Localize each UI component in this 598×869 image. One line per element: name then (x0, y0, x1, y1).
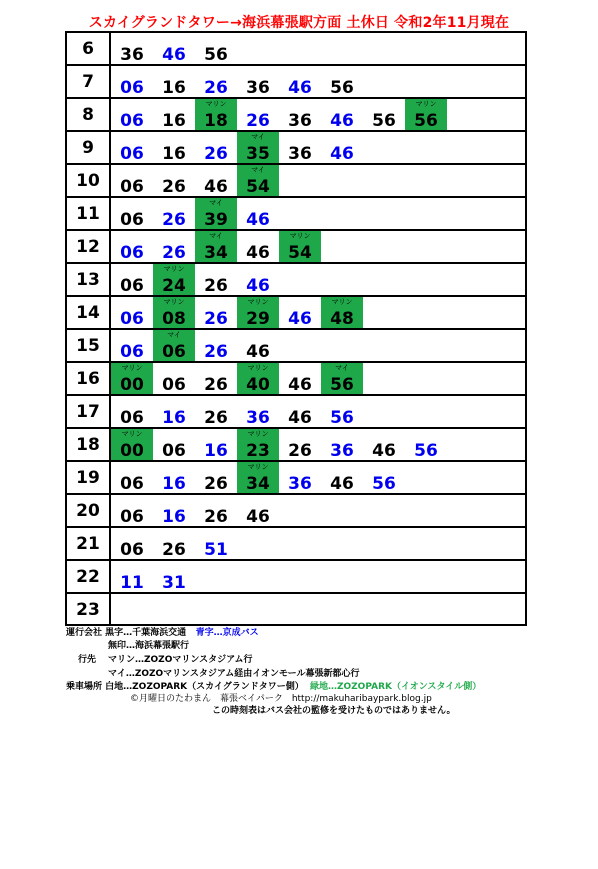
departure-minute: 06 (120, 408, 144, 428)
departure-minute: 26 (204, 507, 228, 527)
departure-minute: 06 (162, 375, 186, 395)
departure-cell (153, 99, 195, 130)
departure-cell (237, 396, 279, 427)
departure-minute: 06 (120, 342, 144, 362)
departure-cell (153, 132, 195, 163)
hour-label: 17 (67, 396, 111, 427)
hour-label: 6 (67, 33, 111, 64)
departure-minute: 11 (120, 573, 144, 593)
departure-minute: 31 (162, 573, 186, 593)
hour-label: 9 (67, 132, 111, 163)
departure-cell (237, 165, 279, 196)
hour-label: 16 (67, 363, 111, 394)
departure-minute: 26 (246, 111, 270, 131)
departure-cell (111, 462, 153, 493)
departure-cell (153, 198, 195, 229)
departure-minute: 36 (246, 408, 270, 428)
departure-minute: 26 (204, 144, 228, 164)
departure-cell (237, 132, 279, 163)
departure-minute: 16 (162, 111, 186, 131)
departure-cell (195, 198, 237, 229)
timetable-row (67, 99, 525, 132)
departure-cell (111, 396, 153, 427)
departure-cell (153, 264, 195, 295)
destination-tag: マイ (251, 133, 265, 141)
departure-cell (279, 297, 321, 328)
departure-cell (195, 363, 237, 394)
departure-cell (153, 495, 195, 526)
departure-minute: 29 (246, 309, 270, 329)
departure-cell (153, 462, 195, 493)
departure-minute: 56 (204, 45, 228, 65)
departure-minute: 06 (120, 507, 144, 527)
departure-minute: 46 (372, 441, 396, 461)
departure-cell (321, 429, 363, 460)
hour-label: 23 (67, 594, 111, 625)
destination-tag: マリン (121, 364, 143, 372)
departure-minute: 18 (204, 111, 228, 131)
departure-minute: 06 (120, 177, 144, 197)
departure-minute: 46 (330, 474, 354, 494)
footer-dest-unmarked: 無印…海浜幕張駅行 (108, 641, 190, 651)
destination-tag: マリン (331, 298, 353, 306)
departure-minute: 06 (120, 111, 144, 131)
departure-cell (111, 495, 153, 526)
departure-minute: 34 (204, 243, 228, 263)
departure-cell (321, 396, 363, 427)
departure-minute: 06 (120, 540, 144, 560)
departure-cell (195, 66, 237, 97)
hour-label: 21 (67, 528, 111, 559)
departure-cell (237, 363, 279, 394)
departure-minute: 26 (162, 540, 186, 560)
departure-minute: 46 (246, 210, 270, 230)
hour-label: 11 (67, 198, 111, 229)
departure-cell (237, 66, 279, 97)
destination-tag: マリン (121, 430, 143, 438)
destination-tag: マリン (247, 364, 269, 372)
timetable-row (67, 297, 525, 330)
departure-cell (195, 165, 237, 196)
destination-tag: マリン (247, 430, 269, 438)
departure-cell (153, 429, 195, 460)
departure-cell (153, 66, 195, 97)
departure-minute: 08 (162, 309, 186, 329)
departure-cell (111, 330, 153, 361)
departure-minute: 16 (162, 507, 186, 527)
departure-cell (237, 429, 279, 460)
departure-minute: 26 (204, 408, 228, 428)
departure-cell (111, 264, 153, 295)
departure-cell (153, 330, 195, 361)
footer-dest-marine: マリン…ZOZOマリンスタジアム行 (108, 655, 253, 665)
departure-minute: 46 (288, 78, 312, 98)
departure-cell (111, 132, 153, 163)
departure-cell (279, 66, 321, 97)
departure-minute: 26 (204, 342, 228, 362)
departure-minute: 46 (246, 342, 270, 362)
stop-label: 乗車場所 (66, 682, 103, 692)
departure-cell (111, 198, 153, 229)
departure-minute: 06 (162, 342, 186, 362)
timetable-row (67, 132, 525, 165)
hour-label: 13 (67, 264, 111, 295)
hour-label: 15 (67, 330, 111, 361)
departure-minute: 26 (162, 177, 186, 197)
departure-minute: 56 (414, 111, 438, 131)
departure-minute: 16 (162, 474, 186, 494)
departure-minute: 06 (120, 144, 144, 164)
timetable-grid (65, 31, 527, 626)
operator-black: 黒字…千葉海浜交通 (105, 628, 187, 638)
departure-minute: 26 (204, 375, 228, 395)
departure-minute: 06 (120, 243, 144, 263)
departure-cell (279, 429, 321, 460)
hour-label: 8 (67, 99, 111, 130)
timetable-row (67, 330, 525, 363)
destination-tag: マリン (163, 298, 185, 306)
departure-cell (279, 132, 321, 163)
departure-cell (321, 462, 363, 493)
departure-minute: 56 (330, 375, 354, 395)
departure-minute: 00 (120, 441, 144, 461)
departure-minute: 46 (246, 276, 270, 296)
footer-dest-mai: マイ…ZOZOマリンスタジアム経由イオンモール幕張新都心行 (108, 669, 360, 679)
departure-minute: 26 (162, 243, 186, 263)
departure-minute: 36 (330, 441, 354, 461)
departure-cell (195, 132, 237, 163)
destination-tag: マイ (209, 199, 223, 207)
departure-minute: 48 (330, 309, 354, 329)
departure-cell (195, 99, 237, 130)
departure-cell (237, 462, 279, 493)
hour-label: 22 (67, 561, 111, 592)
timetable-title: スカイグランドタワー→海浜幕張駅方面 土休日 令和2年11月現在 (88, 15, 510, 31)
departure-cell (195, 297, 237, 328)
footer-credit: ©月曜日のたわまん 幕張ベイパーク http://makuharibaypark.blog.jp (130, 694, 432, 704)
departure-cell (279, 396, 321, 427)
destination-tag: マイ (209, 232, 223, 240)
departure-minute: 46 (288, 309, 312, 329)
destination-tag: マリン (289, 232, 311, 240)
departure-minute: 34 (246, 474, 270, 494)
departure-minute: 06 (120, 309, 144, 329)
departure-minute: 46 (246, 243, 270, 263)
departure-cell (237, 198, 279, 229)
timetable-row (67, 66, 525, 99)
departure-cell (195, 231, 237, 262)
destination-tag: マリン (205, 100, 227, 108)
timetable-row (67, 528, 525, 561)
departure-cell (321, 66, 363, 97)
departure-minute: 40 (246, 375, 270, 395)
departure-cell (237, 297, 279, 328)
departure-cell (321, 132, 363, 163)
destination-tag: マリン (247, 463, 269, 471)
destination-tag: マリン (415, 100, 437, 108)
departure-cell (153, 528, 195, 559)
departure-minute: 26 (204, 276, 228, 296)
operator-blue: 青字…京成バス (195, 628, 259, 638)
destination-tag: マイ (251, 166, 265, 174)
timetable-row (67, 462, 525, 495)
departure-cell (195, 330, 237, 361)
departure-cell (195, 264, 237, 295)
hour-label: 12 (67, 231, 111, 262)
departure-minute: 36 (288, 144, 312, 164)
departure-cell (195, 528, 237, 559)
departure-minute: 16 (162, 78, 186, 98)
departure-cell (111, 231, 153, 262)
departure-minute: 39 (204, 210, 228, 230)
footer-dest-label: 行先 (78, 655, 97, 665)
departure-cell (153, 33, 195, 64)
departure-cell (405, 99, 447, 130)
departure-cell (111, 297, 153, 328)
operator-label: 運行会社 (66, 628, 103, 638)
hour-label: 19 (67, 462, 111, 493)
timetable-row (67, 33, 525, 66)
departure-cell (195, 495, 237, 526)
timetable-row (67, 264, 525, 297)
departure-cell (237, 99, 279, 130)
departure-minute: 36 (246, 78, 270, 98)
departure-minute: 46 (330, 111, 354, 131)
departure-minute: 46 (288, 408, 312, 428)
departure-cell (153, 165, 195, 196)
departure-minute: 46 (204, 177, 228, 197)
departure-cell (321, 363, 363, 394)
departure-cell (237, 231, 279, 262)
hour-label: 20 (67, 495, 111, 526)
departure-minute: 26 (204, 474, 228, 494)
hour-label: 7 (67, 66, 111, 97)
departure-cell (237, 330, 279, 361)
departure-cell (111, 429, 153, 460)
departure-minute: 26 (204, 309, 228, 329)
footer-disclaimer: この時刻表はバス会社の監修を受けたものではありません。 (212, 706, 456, 716)
departure-minute: 16 (162, 144, 186, 164)
departure-minute: 06 (120, 474, 144, 494)
departure-minute: 26 (204, 78, 228, 98)
departure-minute: 06 (120, 276, 144, 296)
hour-label: 10 (67, 165, 111, 196)
departure-cell (279, 99, 321, 130)
departure-cell (111, 99, 153, 130)
departure-cell (111, 528, 153, 559)
departure-minute: 56 (372, 474, 396, 494)
departure-minute: 56 (372, 111, 396, 131)
departure-minute: 06 (162, 441, 186, 461)
departure-minute: 06 (120, 210, 144, 230)
departure-minute: 24 (162, 276, 186, 296)
departure-minute: 36 (120, 45, 144, 65)
departure-cell (237, 264, 279, 295)
destination-tag: マイ (167, 331, 181, 339)
departure-cell (237, 495, 279, 526)
departure-minute: 36 (288, 474, 312, 494)
timetable-row (67, 198, 525, 231)
departure-cell (363, 429, 405, 460)
destination-tag: マリン (247, 298, 269, 306)
departure-cell (111, 66, 153, 97)
departure-minute: 54 (288, 243, 312, 263)
departure-cell (363, 462, 405, 493)
departure-minute: 46 (330, 144, 354, 164)
departure-cell (153, 231, 195, 262)
departure-minute: 35 (246, 144, 270, 164)
departure-minute: 06 (120, 78, 144, 98)
departure-minute: 56 (414, 441, 438, 461)
footer-operator (66, 628, 259, 639)
departure-cell (153, 297, 195, 328)
departure-cell (111, 363, 153, 394)
departure-minute: 23 (246, 441, 270, 461)
departure-cell (195, 396, 237, 427)
departure-cell (195, 429, 237, 460)
departure-cell (153, 396, 195, 427)
footer-stop (66, 682, 481, 693)
departure-minute: 26 (288, 441, 312, 461)
stop-white: 白地…ZOZOPARK（スカイグランドタワー側） (105, 682, 304, 692)
hour-label: 18 (67, 429, 111, 460)
departure-cell (195, 462, 237, 493)
departure-minute: 36 (288, 111, 312, 131)
departure-cell (153, 363, 195, 394)
timetable-row (67, 594, 525, 627)
timetable-row (67, 396, 525, 429)
departure-minute: 56 (330, 78, 354, 98)
departure-cell (153, 561, 195, 592)
destination-tag: マリン (163, 265, 185, 273)
departure-cell (321, 297, 363, 328)
departure-cell (195, 33, 237, 64)
departure-minute: 46 (288, 375, 312, 395)
departure-cell (111, 165, 153, 196)
departure-minute: 46 (246, 507, 270, 527)
departure-cell (321, 99, 363, 130)
departure-minute: 54 (246, 177, 270, 197)
timetable-row (67, 561, 525, 594)
departure-minute: 16 (204, 441, 228, 461)
departure-cell (405, 429, 447, 460)
departure-minute: 56 (330, 408, 354, 428)
departure-cell (279, 363, 321, 394)
timetable-row (67, 429, 525, 462)
departure-minute: 00 (120, 375, 144, 395)
departure-minute: 51 (204, 540, 228, 560)
timetable-row (67, 231, 525, 264)
destination-tag: マイ (335, 364, 349, 372)
departure-cell (363, 99, 405, 130)
departure-cell (279, 231, 321, 262)
hour-label: 14 (67, 297, 111, 328)
timetable-row (67, 165, 525, 198)
departure-cell (111, 561, 153, 592)
timetable-row (67, 363, 525, 396)
departure-cell (279, 462, 321, 493)
departure-cell (111, 33, 153, 64)
departure-minute: 26 (162, 210, 186, 230)
departure-minute: 46 (162, 45, 186, 65)
departure-minute: 16 (162, 408, 186, 428)
stop-green: 緑地…ZOZOPARK（イオンスタイル側） (309, 682, 482, 692)
timetable-row (67, 495, 525, 528)
